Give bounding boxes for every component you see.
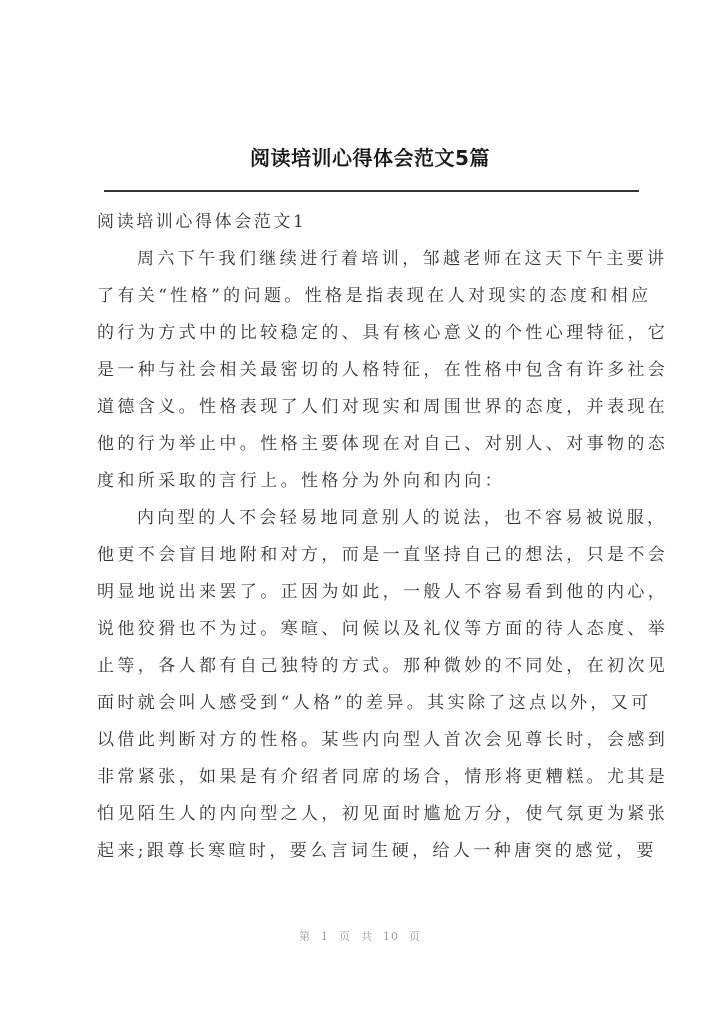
text-line: 明显地说出来罢了。正因为如此，一般人不容易看到他的内心， <box>97 582 669 602</box>
text-line: 面时就会叫人感受到“人格”的差异。其实除了这点以外，又可 <box>97 693 652 713</box>
text-line: 说他狡猾也不为过。寒暄、问候以及礼仪等方面的待人态度、举 <box>97 619 669 639</box>
text-line: 是一种与社会相关最密切的人格特征，在性格中包含有许多社会 <box>97 360 669 380</box>
paragraph-1 <box>97 241 669 500</box>
text-line: 非常紧张，如果是有介绍者同席的场合，情形将更糟糕。尤其是 <box>97 767 669 787</box>
text-line: 怕见陌生人的内向型之人，初见面时尴尬万分，使气氛更为紧张 <box>97 804 669 824</box>
document-body <box>97 204 669 870</box>
text-line: 起来;跟尊长寒暄时，要么言词生硬，给人一种唐突的感觉，要 <box>97 841 657 861</box>
footer-total-prefix: 共 <box>361 930 373 943</box>
footer-page-label: 页 <box>339 930 351 943</box>
page-footer <box>260 928 460 944</box>
paragraph-2 <box>97 500 669 870</box>
text-line: 度和所采取的言行上。性格分为外向和内向： <box>97 471 505 491</box>
current-page-number: 1 <box>321 930 329 943</box>
footer-prefix: 第 <box>299 930 311 943</box>
document-title: 阅读培训心得体会范文5篇 <box>250 146 490 170</box>
text-line: 周六下午我们继续进行着培训，邹越老师在这天下午主要讲 <box>137 249 668 269</box>
text-line: 内向型的人不会轻易地同意别人的说法，也不容易被说服， <box>137 508 668 528</box>
text-line: 他更不会盲目地附和对方，而是一直坚持自己的想法，只是不会 <box>97 545 669 565</box>
section-heading: 阅读培训心得体会范文1 <box>97 212 307 232</box>
footer-total-suffix: 页 <box>409 930 421 943</box>
text-line: 他的行为举止中。性格主要体现在对自己、对别人、对事物的态 <box>97 434 669 454</box>
text-line: 的行为方式中的比较稳定的、具有核心意义的个性心理特征，它 <box>97 323 669 343</box>
text-line: 了有关“性格”的问题。性格是指表现在人对现实的态度和相应 <box>97 286 652 306</box>
text-line: 道德含义。性格表现了人们对现实和周围世界的态度，并表现在 <box>97 397 669 417</box>
text-line: 以借此判断对方的性格。某些内向型人首次会见尊长时，会感到 <box>97 730 669 750</box>
text-line: 止等，各人都有自己独特的方式。那种微妙的不同处，在初次见 <box>97 656 669 676</box>
title-divider <box>104 190 639 192</box>
total-pages-number: 10 <box>383 930 399 943</box>
